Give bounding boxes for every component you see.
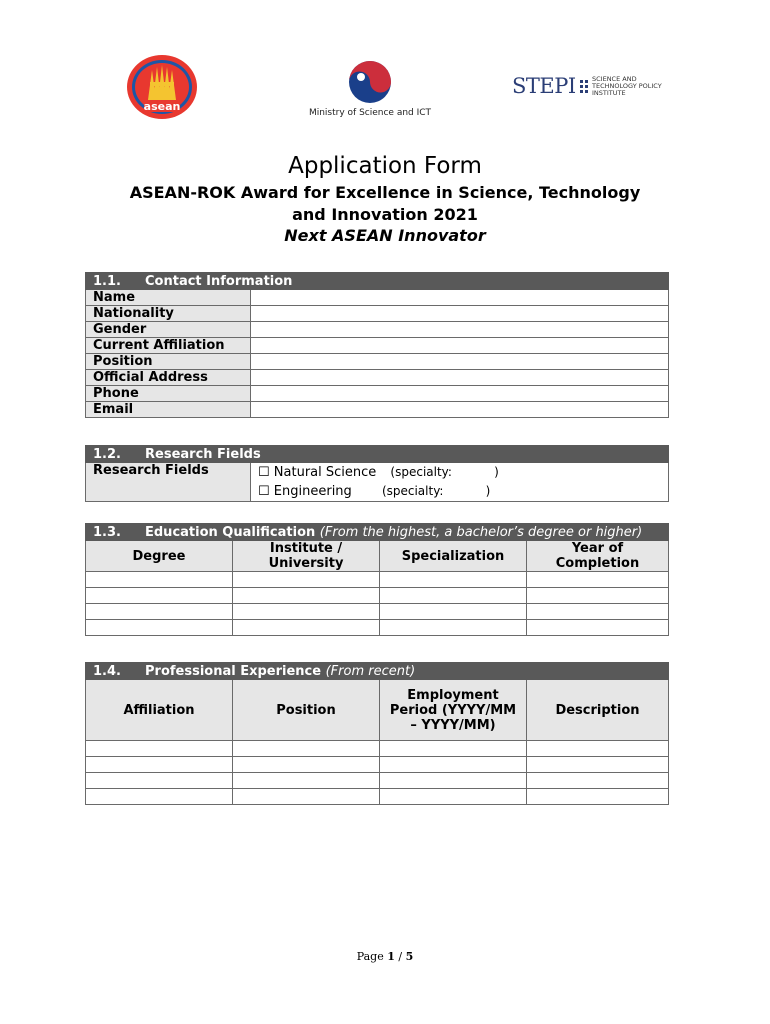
ministry-logo — [300, 58, 440, 124]
specialty-label: (specialty: — [381, 484, 444, 498]
address-input-cell[interactable] — [251, 370, 669, 386]
section-header — [86, 524, 669, 541]
field-label: Phone — [86, 386, 251, 402]
stepi-subtitle: SCIENCE AND TECHNOLOGY POLICY INSTITUTE — [592, 75, 662, 97]
form-row-email — [86, 402, 669, 418]
table-row — [86, 741, 669, 757]
field-label: Name — [86, 290, 251, 306]
phone-input-cell[interactable] — [251, 386, 669, 402]
section-header — [86, 663, 669, 680]
option-natural-science — [258, 463, 661, 482]
section-number: 1.1. — [93, 273, 121, 289]
section-note: (From the highest, a bachelor’s degree or higher) — [319, 524, 643, 540]
page-label: Page — [356, 950, 384, 963]
table-row — [86, 572, 669, 588]
form-subtitle: ASEAN-ROK Award for Excellence in Science, Technology and Innovation 2021 — [129, 183, 641, 224]
section-number: 1.4. — [93, 663, 121, 679]
section-note: (From recent) — [325, 663, 416, 679]
table-row — [86, 620, 669, 636]
position-input-cell[interactable] — [251, 354, 669, 370]
option-engineering — [258, 482, 661, 501]
form-row-gender — [86, 322, 669, 338]
ministry-label: Ministry of Science and ICT — [308, 108, 432, 118]
section-header — [86, 273, 669, 290]
education-table — [85, 523, 669, 636]
form-row-address — [86, 370, 669, 386]
option-label: Engineering — [273, 484, 352, 499]
section-number: 1.3. — [93, 524, 121, 540]
table-row — [86, 789, 669, 805]
table-row — [86, 604, 669, 620]
nationality-input-cell[interactable] — [251, 306, 669, 322]
page-current: 1 — [387, 950, 395, 963]
contact-info-table — [85, 272, 669, 418]
section-title: Professional Experience — [145, 663, 322, 679]
col-description: Description — [527, 680, 669, 741]
table-row — [86, 757, 669, 773]
form-tagline: Next ASEAN Innovator — [284, 226, 486, 245]
column-header-row — [86, 541, 669, 572]
form-row-name — [86, 290, 669, 306]
col-affiliation: Affiliation — [86, 680, 233, 741]
logo-bar — [0, 0, 770, 130]
form-row-nationality — [86, 306, 669, 322]
section-title: Education Qualification — [145, 524, 316, 540]
checkbox-icon[interactable]: ☐ — [258, 465, 270, 480]
section-title: Contact Information — [145, 273, 293, 289]
form-title: Application Form — [288, 153, 482, 179]
form-row-phone — [86, 386, 669, 402]
field-label: Nationality — [86, 306, 251, 322]
field-label: Position — [86, 354, 251, 370]
form-row-research — [86, 463, 669, 502]
field-label: Official Address — [86, 370, 251, 386]
table-row — [86, 588, 669, 604]
research-options-cell — [251, 463, 669, 502]
checkbox-icon[interactable]: ☐ — [258, 484, 270, 499]
email-input-cell[interactable] — [251, 402, 669, 418]
section-number: 1.2. — [93, 446, 121, 462]
page-total: 5 — [405, 950, 414, 963]
specialty-label: (specialty: — [390, 465, 452, 479]
asean-logo — [126, 54, 198, 120]
col-year: Year of Completion — [527, 541, 669, 572]
section-header — [86, 446, 669, 463]
affiliation-input-cell[interactable] — [251, 338, 669, 354]
stepi-wordmark: STEPI — [512, 74, 576, 98]
research-fields-table — [85, 445, 669, 502]
name-input-cell[interactable] — [251, 290, 669, 306]
asean-logo-text: asean — [143, 100, 181, 113]
field-label: Email — [86, 402, 251, 418]
field-label: Current Affiliation — [86, 338, 251, 354]
field-label: Gender — [86, 322, 251, 338]
page-footer — [0, 950, 770, 963]
form-row-position — [86, 354, 669, 370]
section-title: Research Fields — [145, 446, 261, 462]
col-specialization: Specialization — [380, 541, 527, 572]
form-row-affiliation — [86, 338, 669, 354]
specialty-close: ) — [485, 484, 491, 498]
experience-table — [85, 662, 669, 805]
col-degree: Degree — [86, 541, 233, 572]
stepi-logo — [512, 74, 682, 100]
table-row — [86, 773, 669, 789]
col-position: Position — [233, 680, 380, 741]
column-header-row — [86, 680, 669, 741]
col-employment-period: Employment Period (YYYY/MM – YYYY/MM) — [380, 680, 527, 741]
option-label: Natural Science — [273, 465, 377, 480]
col-institute: Institute / University — [233, 541, 380, 572]
page-separator: / — [398, 950, 403, 963]
specialty-close: ) — [494, 465, 499, 479]
field-label: Research Fields — [86, 463, 251, 502]
gender-input-cell[interactable] — [251, 322, 669, 338]
